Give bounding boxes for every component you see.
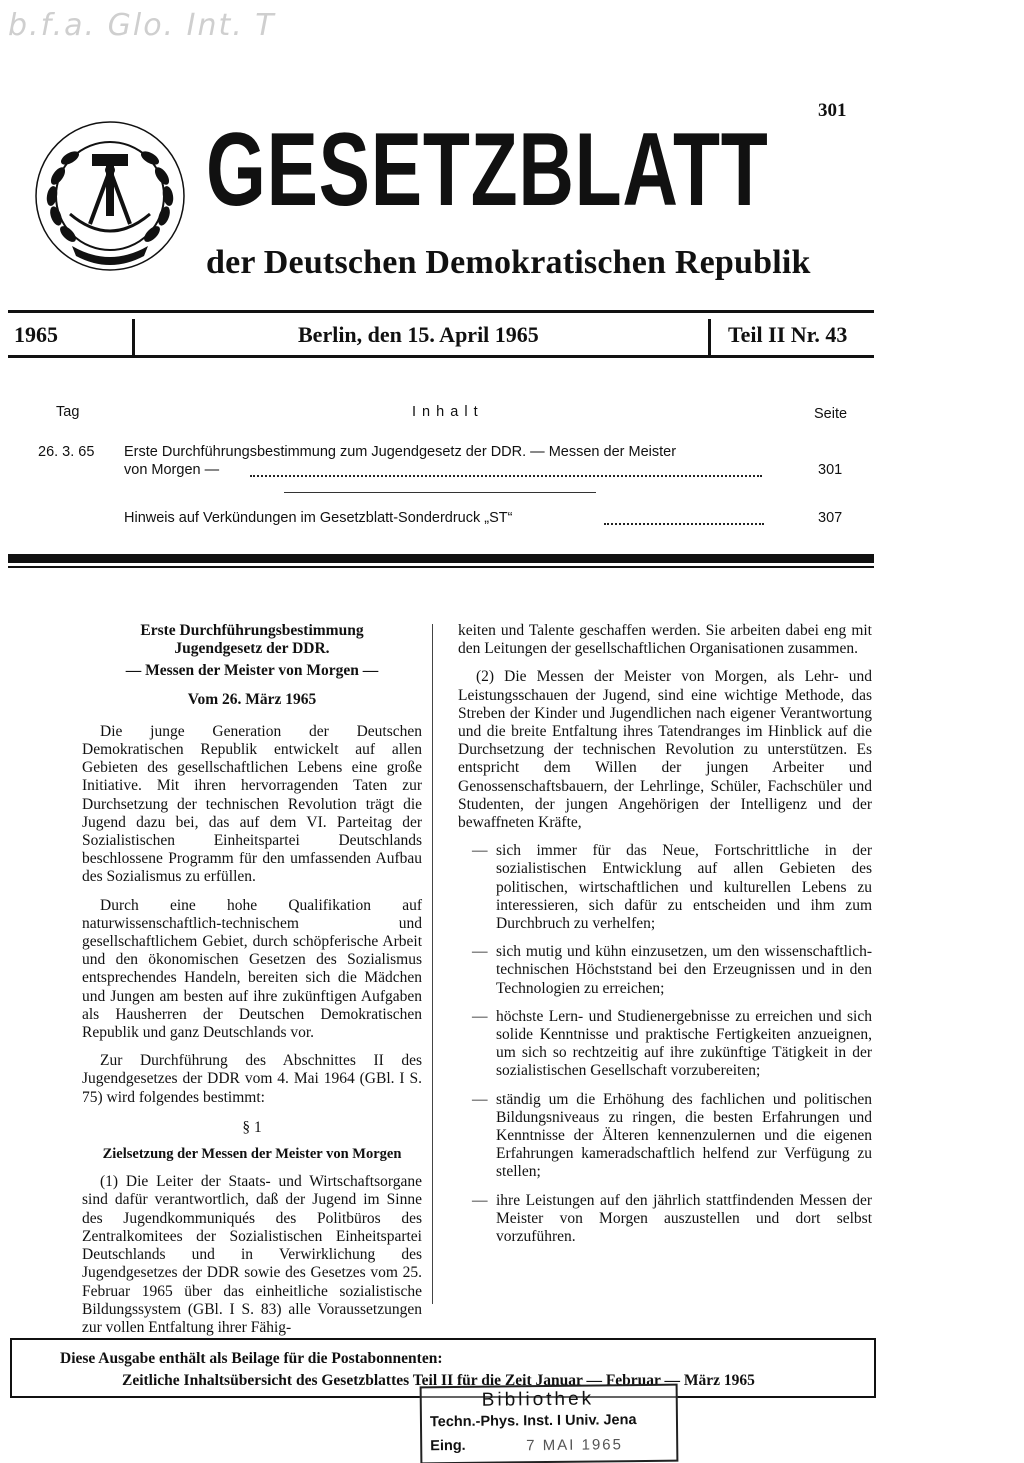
stamp-title: Bibliothek [481, 1388, 595, 1411]
toc-header-contents: I n h a l t [412, 404, 479, 420]
stamp-received-label: Eing. [430, 1437, 466, 1455]
toc-entry-title: Erste Durchführungsbestimmung zum Jugendgesetz der DDR. — Messen der Meister [124, 444, 677, 460]
section-symbol: § 1 [242, 1118, 262, 1136]
bullet-dash: — [472, 842, 488, 860]
list-item-text: sich immer für das Neue, Fortschrittliche in der sozialistischen Entwicklung auf allen Gebieten des politischen, wirtschaftlichen und kulturellen Lebens zu interessieren, sich dafür zu entscheiden und ihm zum Durchbruch zu verhelfen; [496, 842, 872, 933]
article-title [82, 622, 422, 709]
list-item-text: ihre Leistungen auf den jährlich stattfindenden Messen der Meister von Morgen auszustellen und dort selbst vorzuführen. [496, 1191, 872, 1246]
article-left-column [82, 622, 422, 1337]
article-paragraph: keiten und Talente geschaffen werden. Sie arbeiten dabei eng mit den Leitungen der gesellschaftlichen Organisationen zusammen. [458, 622, 872, 658]
bullet-dash: — [472, 1090, 488, 1108]
section-title: Zielsetzung der Messen der Meister von Morgen [102, 1146, 402, 1163]
masthead-title: GESETZBLATT [206, 112, 769, 228]
supplement-notice-line: Diese Ausgabe enthält als Beilage für die Postabonnenten: [60, 1350, 443, 1367]
list-item [458, 1091, 872, 1182]
issue-year: 1965 [14, 322, 58, 347]
article-title-line: Erste Durchführungsbestimmung [140, 622, 364, 639]
issue-bar-divider [708, 319, 711, 357]
list-item-text: ständig um die Erhöhung des fachlichen und politischen Bildungsniveaus zu ringen, die besten Erfahrungen und Kenntnisse der Älteren kennenzulernen und die eigenen Erfahrungen kameradschaftlich helfend zur Verfügung zu stellen; [496, 1090, 872, 1181]
issue-part-number: Teil II Nr. 43 [728, 322, 848, 347]
issue-bar-divider [132, 319, 135, 357]
article-title-line: Jugendgesetz der DDR. [174, 640, 330, 658]
toc-leader-dots [604, 517, 764, 525]
bullet-dash: — [472, 1191, 488, 1209]
issue-place-date: Berlin, den 15. April 1965 [298, 322, 539, 347]
toc-leader-dots [250, 469, 762, 477]
section-rule-thick [8, 554, 874, 563]
toc-entry-title-cont: von Morgen — [124, 462, 220, 478]
toc-header-page: Seite [814, 406, 848, 422]
list-item [458, 1192, 872, 1247]
list-item [458, 1008, 872, 1081]
state-emblem-icon [32, 118, 188, 274]
article-paragraph: (2) Die Messen der Meister von Morgen, als Lehr- und Leistungsschauen der Jugend, sind eine wichtige Methode, das Streben der Kinder und Jugendlichen nach eigener Verantwortung und die breite Entfaltung ihres Tatendranges im Hinblick auf die Durchsetzung der technischen Revolution zu unterstützen. Es entspricht dem Willen der jungen Arbeiter und Genossenschaftsbauern, der Lehrlinge, Schüler, Fachschüler und Studenten, der jungen Angehörigen der Intelligenz und der bewaffneten Kräfte, [458, 668, 872, 832]
article-paragraph: Zur Durchführung des Abschnittes II des Jugendgesetzes der DDR vom 4. Mai 1964 (GBl. I S. 75) wird folgendes bestimmt: [82, 1052, 422, 1106]
library-stamp [420, 1384, 679, 1463]
stamp-institution: Techn.-Phys. Inst. I Univ. Jena [429, 1412, 637, 1431]
masthead-subtitle: der Deutschen Demokratischen Republik [206, 244, 811, 281]
toc-entry-title: Hinweis auf Verkündungen im Gesetzblatt-Sonderdruck „ST“ [124, 510, 513, 526]
toc-divider [284, 492, 596, 493]
column-divider [432, 624, 433, 1304]
stamp-received-date: 7 MAI 1965 [526, 1436, 624, 1455]
toc-header-day: Tag [56, 404, 80, 420]
list-item [458, 842, 872, 933]
article-paragraph: Durch eine hohe Qualifikation auf naturwissenschaftlich-technischem und gesellschaftlichem Gebiet, durch schöpferische Arbeit und den ökonomischen Gesetzen des Sozialismus entsprechendes Handeln, bereiten sich die Mädchen und Jungen am besten auf ihre zukünftigen Aufgaben als Hausherren der Deutschen Demokratischen Republik und ganz Deutschlands vor. [82, 896, 422, 1042]
handwritten-note: b.f.a. Glo. Int. T [8, 8, 276, 43]
supplement-notice-line: Zeitliche Inhaltsübersicht des Gesetzblattes Teil II für die Zeit Januar — Februar — März 1965 [122, 1372, 755, 1389]
article-paragraph: Die junge Generation der Deutschen Demokratischen Republik entwickelt auf allen Gebieten des gesellschaftlichen Lebens eine große Initiative. Mit ihren hervorragenden Taten zur Durchsetzung der technischen Revolution trägt die Jugend dazu bei, das auf dem VI. Parteitag der Sozialistischen Einheitspartei Deutschlands beschlossene Programm für den umfassenden Aufbau des Sozialismus zu erfüllen. [82, 722, 422, 886]
article-right-column [458, 622, 872, 1246]
toc-entry-day: 26. 3. 65 [38, 444, 95, 460]
issue-bar [8, 310, 874, 358]
article-date: Vom 26. März 1965 [187, 690, 317, 708]
section-rule-thin [8, 566, 874, 568]
list-item-text: sich mutig und kühn einzusetzen, um den wissenschaftlich-technischen Höchststand bei den Erzeugnissen und in den Technologien zu erreichen; [496, 943, 872, 997]
bullet-dash: — [472, 943, 488, 961]
list-item [458, 943, 872, 998]
table-of-contents [0, 398, 1024, 538]
toc-entry-page: 301 [818, 462, 843, 478]
article-paragraph: (1) Die Leiter der Staats- und Wirtschaftsorgane sind dafür verantwortlich, daß der Jugend im Sinne des Jugendkommuniqués des Politbüros des Zentralkomitees der Sozialistischen Einheitspartei Deutschlands und in Verwirklichung des Jugendgesetzes der DDR sowie des Gesetzes vom 25. Februar 1965 über das einheitliche sozialistische Bildungssystem (GBl. I S. 83) alle Voraussetzungen zur vollen Entfaltung ihrer Fähig- [82, 1173, 422, 1336]
bullet-dash: — [472, 1007, 488, 1025]
toc-entry-page: 307 [818, 510, 843, 526]
page-number: 301 [818, 100, 847, 121]
list-item-text: höchste Lern- und Studienergebnisse zu erreichen und sich solide Kenntnisse und praktische Fertigkeiten anzueignen, um sich so rechtzeitig auf ihre zukünftige Tätigkeit in der sozialistischen Gesellschaft vorzubereiten; [496, 1007, 872, 1080]
article-subtitle: — Messen der Meister von Morgen — [125, 662, 379, 680]
